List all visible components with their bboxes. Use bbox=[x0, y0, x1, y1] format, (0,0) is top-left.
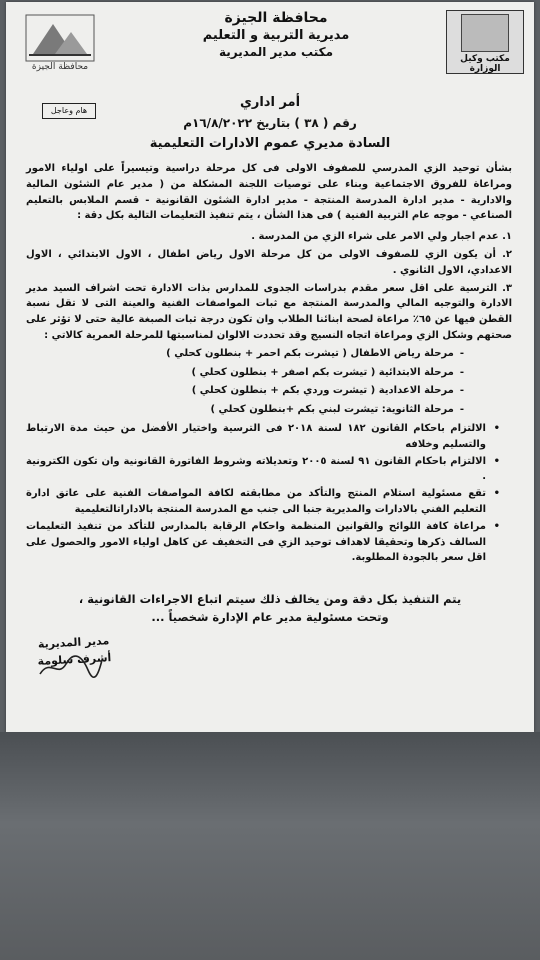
ministry-office-logo bbox=[446, 10, 524, 74]
priority-tag: هام وعاجل bbox=[42, 103, 96, 119]
directorate-name: مديرية التربية و التعليم bbox=[202, 28, 350, 43]
bullet-icon: • bbox=[493, 455, 500, 467]
photo-background bbox=[0, 732, 540, 960]
closing-statement bbox=[6, 590, 534, 626]
bullet-item bbox=[26, 454, 512, 486]
stage-uniform-text: مرحلة رياض الاطفال ( تيشرت بكم احمر + بنطلون كحلي ) bbox=[166, 347, 454, 359]
pyramids-icon bbox=[25, 14, 95, 62]
signatory-name: أشرف سلومة bbox=[37, 651, 112, 668]
signatory-title: مدير المديرية bbox=[37, 634, 110, 651]
stage-uniform-item: -مرحلة الابتدائية ( تيشرت بكم اصفر + بنطلون كحلي ) bbox=[191, 366, 464, 378]
stage-uniform-text: مرحلة الثانوية: تيشرت لبني بكم +بنطلون كحلي ) bbox=[210, 404, 454, 416]
intro-paragraph: بشأن توحيد الزي المدرسي للصفوف الاولى فى كل مرحلة دراسية وتيسيراً على اولياء الامور ومراعاة للفروق الاجتماعية وبناء على توصيات اللجنة المشكلة من ( مدير عام الشئون المالية والادارية - مدير ادارة المدرسة المنتجة - مدير ادارة الشئون القانونية - قسم الملابس بالتعليم الصناعي - موجه عام التربية الفنية ) فى هذا الشأن ، يتم تنفيذ التعليمات التالية بكل دقة : bbox=[26, 163, 512, 222]
governorate-logo bbox=[20, 14, 100, 80]
document-body bbox=[26, 161, 512, 567]
letterhead bbox=[166, 10, 386, 61]
bullet-text: الالتزام باحكام القانون ١٨٢ لسنة ٢٠١٨ فى الترسية واختيار الأفضل من حيث مدة الارتباط والتسليم وخلافه bbox=[26, 422, 486, 450]
document-page bbox=[6, 2, 534, 732]
bullet-icon: • bbox=[493, 488, 500, 500]
reference-number: رقم ( ٣٨ ) بتاريخ ١٦/٨/٢٠٢٢م bbox=[183, 116, 357, 130]
closing-line: وتحت مسئولية مدير عام الإدارة شخصياً ... bbox=[151, 610, 389, 624]
instruction-item: ١. عدم اجبار ولي الامر على شراء الزي من المدرسة . bbox=[251, 231, 512, 243]
bullet-icon: • bbox=[493, 520, 500, 532]
bullet-icon: • bbox=[493, 422, 500, 434]
bullet-text: مراعاة كافة اللوائح والقوانين المنظمة واحكام الرقابة بالمدارس للتأكد من تنفيذ التعليمات السالف ذكرها وتحقيقا لاهداف توحيد الزي فى التخفيف عن كاهل اولياء الامور والحصول على اقل سعر بالجودة المطلوبة. bbox=[26, 520, 486, 564]
closing-line: يتم التنفيذ بكل دقة ومن يخالف ذلك سيتم اتباع الاجراءات القانونية ، bbox=[78, 592, 462, 606]
bullet-text: تقع مسئولية استلام المنتج والتأكد من مطابقته لكافة المواصفات الفنية على عاتق ادارة التعليم الفني بالادارات والمديرية جنبا الى جنب مع المدرسة المنتجة بالاداراتالتعليمية bbox=[26, 488, 486, 515]
stage-uniform-item: -مرحلة الاعدادية ( تيشرت وردي بكم + بنطلون كحلي ) bbox=[191, 385, 464, 397]
stage-uniform-item: -مرحلة الثانوية: تيشرت لبني بكم +بنطلون كحلي ) bbox=[210, 404, 464, 416]
left-logo-caption: محافظة الجيزة bbox=[31, 62, 89, 72]
bullet-item bbox=[26, 421, 512, 453]
bullet-text: الالتزام باحكام القانون ٩١ لسنة ٢٠٠٥ وتعديلاته وشروط الفاتورة القانونية وان تكون الكترونية . bbox=[26, 455, 486, 483]
document-title: أمر اداري bbox=[239, 95, 301, 110]
stage-uniform-text: مرحلة الاعدادية ( تيشرت وردي بكم + بنطلون كحلي ) bbox=[191, 385, 454, 397]
ministry-seal-icon bbox=[461, 14, 509, 52]
bullet-item bbox=[26, 519, 512, 566]
instruction-item: ٣. الترسية على اقل سعر مقدم بدراسات الجدوى للمدارس بذات الادارة تحت اشراف السيد مدير الادارة والتوجيه المالي والمدرسة المنتجة مع ثبات المواصفات الفنية والعينة التى لا تقل نسبة القطن فيها عن ٦٥٪ مراعاة لصحة ابنائنا الطلاب وان تكون درجة ثبات الصبغة عالية حتى لا تؤثر على صحتهم وشكل الزي ومراعاة اتجاه النسيج وقد تحددت الالوان لمناسبتها للمرحلة العمرية كالاتي : bbox=[26, 282, 512, 341]
instruction-item: ٢. أن يكون الزي للصفوف الاولى من كل مرحلة الاول رياض اطفال ، الاول الابتدائي ، الاول الاعدادي، الاول الثانوي . bbox=[26, 248, 512, 276]
right-logo-caption: مكتب وكيل الوزارة bbox=[460, 54, 510, 74]
bullet-item bbox=[26, 486, 512, 518]
stage-uniform-item: -مرحلة رياض الاطفال ( تيشرت بكم احمر + بنطلون كحلي ) bbox=[166, 347, 464, 359]
handwritten-signature-icon bbox=[36, 652, 106, 682]
office-name: مكتب مدير المديرية bbox=[218, 45, 334, 59]
governorate-name: محافظة الجيزة bbox=[224, 10, 328, 26]
addressee: السادة مديري عموم الادارات التعليمية bbox=[149, 136, 391, 151]
stage-uniform-text: مرحلة الابتدائية ( تيشرت بكم اصفر + بنطلون كحلي ) bbox=[191, 366, 454, 378]
